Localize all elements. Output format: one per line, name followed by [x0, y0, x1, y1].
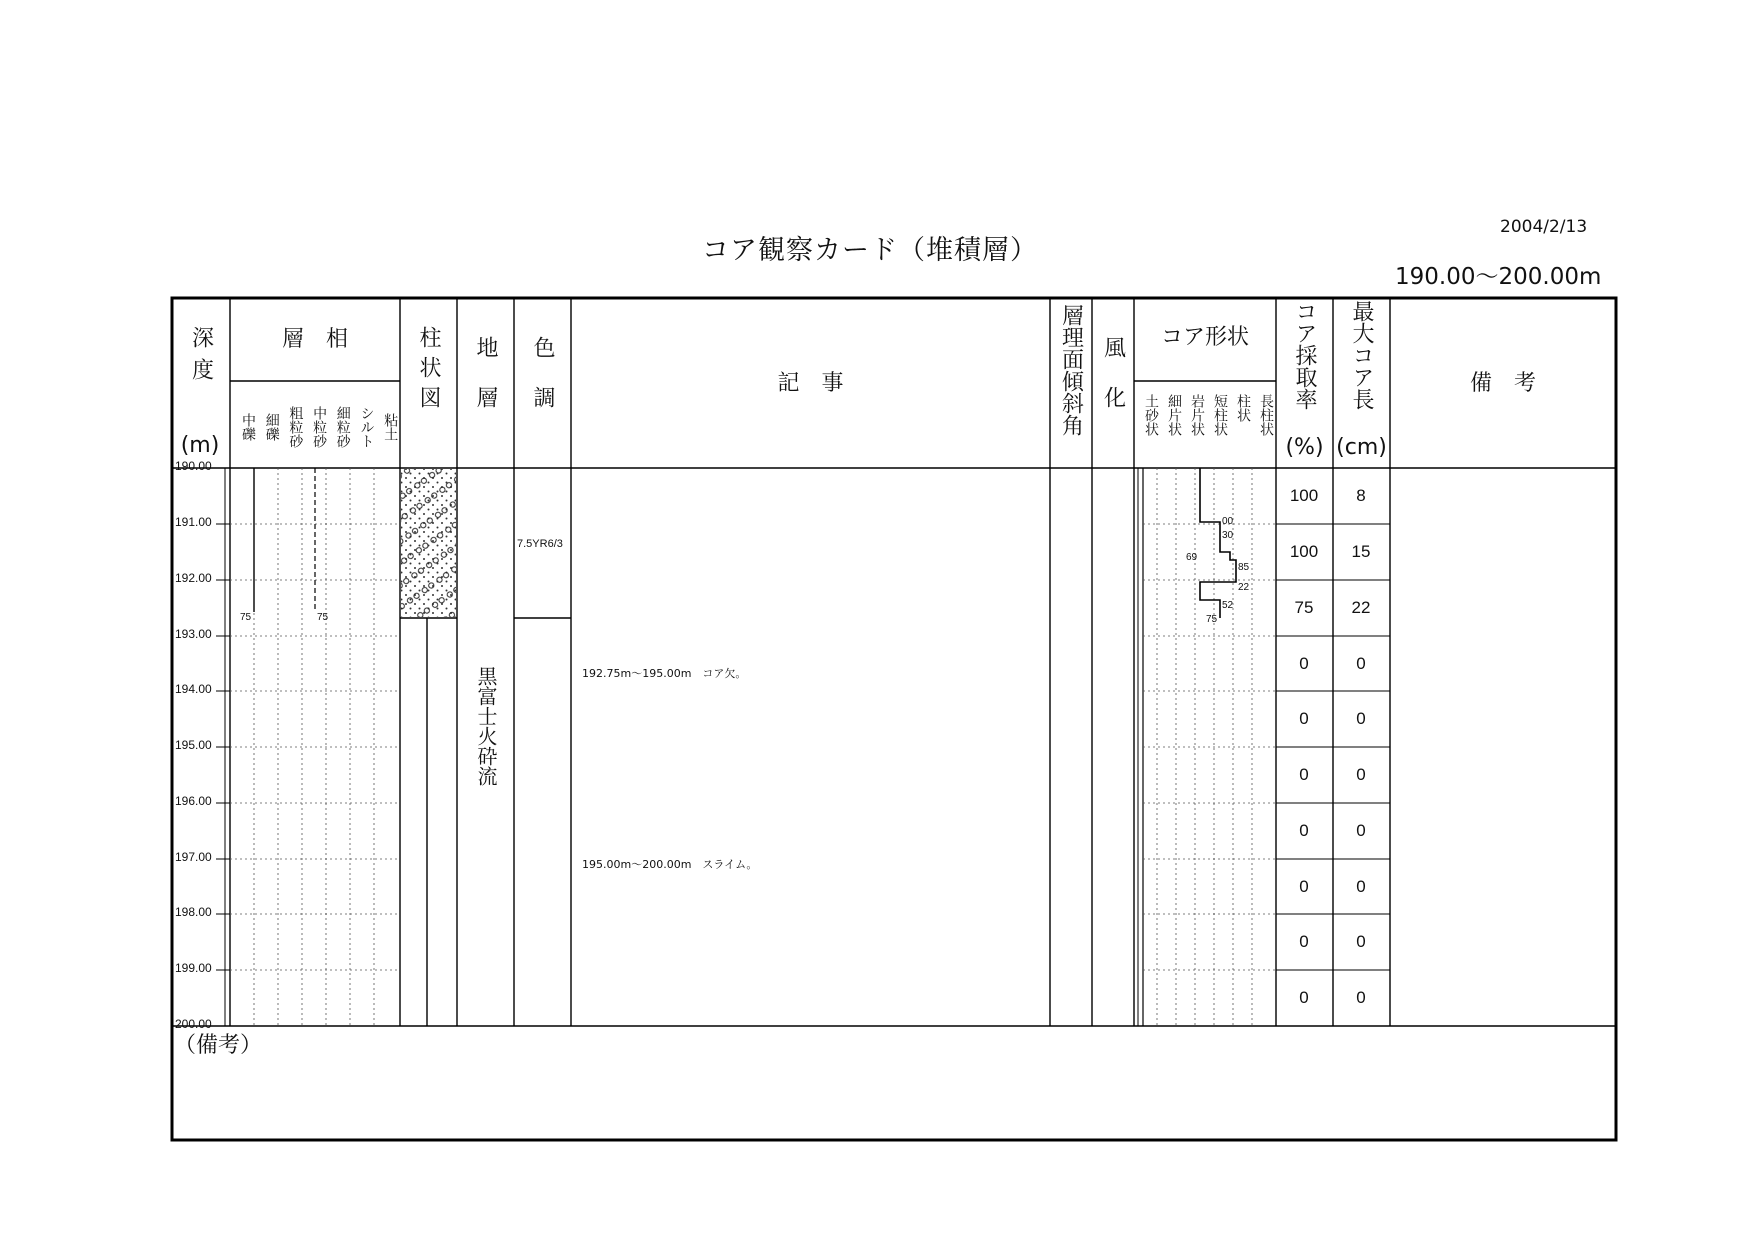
facies-sub-label: 粗粒砂	[287, 406, 304, 448]
core-shape-mark: 22	[1238, 582, 1250, 593]
facies-sub-label: 細粒砂	[334, 406, 351, 448]
note-line: 192.75m～195.00m コア欠。	[582, 667, 747, 680]
core-shape-mark: 00	[1222, 516, 1234, 527]
depth-label: 192.00	[175, 571, 212, 585]
footer-remarks-label: （備考）	[174, 1033, 263, 1058]
max-core-value: 15	[1351, 542, 1371, 561]
stratum-name: 黒富士火砕流	[474, 666, 498, 786]
core-shape-sub-label: 土砂状	[1143, 394, 1159, 436]
max-core-value: 0	[1356, 877, 1366, 896]
header-facies-sub	[232, 394, 398, 464]
core-shape-mark: 69	[1186, 552, 1198, 563]
header-core-shape: コア形状	[1160, 325, 1249, 350]
core-shape-sub-label: 岩片状	[1189, 394, 1205, 436]
header-recovery: コア採取率	[1292, 300, 1317, 410]
recovery-value: 75	[1294, 598, 1314, 617]
max-core-value: 22	[1351, 598, 1371, 617]
core-shape-mark: 85	[1238, 562, 1250, 573]
max-core-value: 0	[1356, 709, 1366, 728]
header-recovery-unit: (%)	[1285, 435, 1324, 460]
header-weathering: 風化	[1100, 336, 1126, 436]
recovery-value: 0	[1299, 988, 1309, 1007]
facies-sub-label: シルト	[358, 406, 375, 448]
depth-label: 191.00	[175, 515, 212, 529]
depth-label: 199.00	[175, 961, 212, 975]
depth-label: 193.00	[175, 627, 212, 641]
facies-mark: 75	[317, 612, 329, 623]
facies-sub-label: 中礫	[240, 413, 256, 441]
depth-label: 190.00	[175, 459, 212, 473]
header-dip-angle: 層理面傾斜角	[1058, 304, 1084, 436]
header-color: 色調	[530, 336, 555, 436]
header-stratum: 地層	[473, 336, 498, 436]
core-shape-sub-label: 短柱状	[1212, 394, 1228, 436]
header-facies: 層 相	[281, 327, 348, 352]
header-max-core-unit: (cm)	[1336, 435, 1387, 460]
recovery-value: 100	[1289, 542, 1319, 561]
depth-label: 198.00	[175, 905, 212, 919]
max-core-value: 0	[1356, 821, 1366, 840]
header-depth: 深度	[188, 326, 214, 390]
recovery-value: 0	[1299, 654, 1309, 673]
date-stamp: 2004/2/13	[1500, 217, 1588, 237]
max-core-value: 0	[1356, 988, 1366, 1007]
recovery-value: 100	[1289, 486, 1319, 505]
depth-label: 196.00	[175, 794, 212, 808]
max-core-value: 0	[1356, 765, 1366, 784]
core-shape-mark: 52	[1222, 600, 1234, 611]
max-core-value: 0	[1356, 654, 1366, 673]
facies-sub-label: 細礫	[263, 413, 280, 441]
core-shape-sub-label: 長柱状	[1258, 394, 1274, 436]
recovery-value: 0	[1299, 821, 1309, 840]
core-shape-mark: 75	[1206, 614, 1218, 625]
depth-range: 190.00～200.00m	[1395, 264, 1602, 290]
header-core-shape-sub	[1136, 394, 1274, 464]
recovery-value: 0	[1299, 932, 1309, 951]
facies-sub-label: 粘土	[382, 413, 399, 441]
core-shape-sub-label: 細片状	[1166, 394, 1182, 436]
page-title: コア観察カード（堆積層）	[702, 235, 1038, 266]
core-shape-sub-label: 柱状	[1235, 394, 1251, 422]
note-line: 195.00m～200.00m スライム。	[582, 858, 758, 871]
header-notes: 記 事	[777, 371, 844, 396]
core-observation-form	[170, 296, 1618, 1142]
recovery-value: 0	[1299, 765, 1309, 784]
depth-label: 200.00	[175, 1017, 212, 1031]
recovery-value: 0	[1299, 877, 1309, 896]
header-depth-unit: (m)	[180, 433, 220, 458]
core-shape-mark: 30	[1222, 530, 1234, 541]
facies-sub-label: 中粒砂	[311, 406, 328, 448]
color-value: 7.5YR6/3	[517, 538, 563, 550]
depth-label: 195.00	[175, 738, 212, 752]
depth-label: 197.00	[175, 850, 212, 864]
max-core-value: 8	[1356, 486, 1366, 505]
recovery-value: 0	[1299, 709, 1309, 728]
header-column-chart: 柱状図	[416, 326, 441, 416]
depth-label: 194.00	[175, 682, 212, 696]
facies-mark: 75	[240, 612, 252, 623]
max-core-value: 0	[1356, 932, 1366, 951]
header-max-core: 最大コア長	[1349, 300, 1374, 410]
header-remarks: 備 考	[1469, 371, 1536, 396]
